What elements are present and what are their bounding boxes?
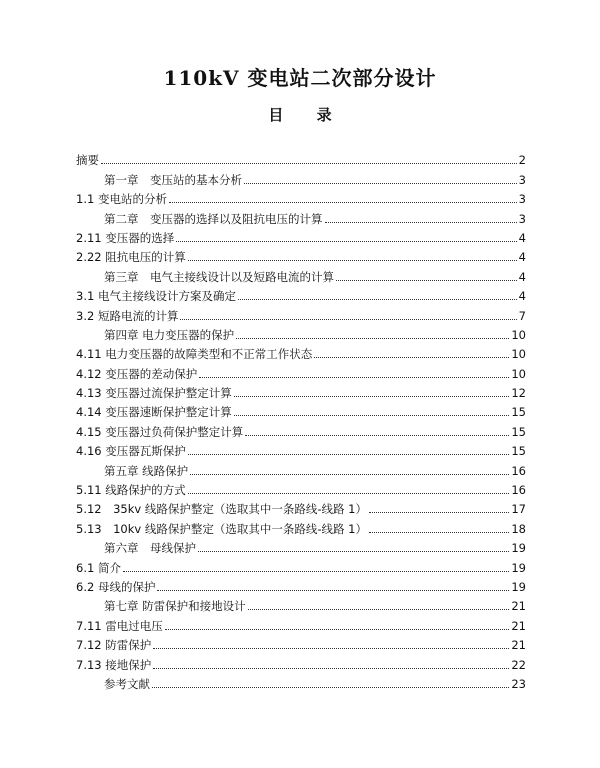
- toc-entry-label: 第五章 线路保护: [104, 463, 189, 478]
- toc-leader-dots: [199, 377, 509, 378]
- toc-chapter-entry: [76, 206, 526, 225]
- toc-leader-dots: [188, 260, 517, 261]
- toc-entry-label: 7.12 防雷保护: [76, 638, 152, 653]
- table-of-contents: [76, 148, 526, 691]
- toc-chapter-entry: [76, 323, 526, 342]
- toc-leader-dots: [101, 163, 517, 164]
- toc-page-number: 3: [518, 211, 526, 226]
- toc-chapter-entry: [76, 167, 526, 186]
- toc-leader-dots: [157, 590, 509, 591]
- toc-chapter-entry: [76, 594, 526, 613]
- toc-page-number: 18: [511, 521, 526, 536]
- toc-page-number: 4: [518, 289, 526, 304]
- toc-page-number: 15: [511, 405, 526, 420]
- toc-entry-label: 第六章 母线保护: [104, 541, 196, 556]
- toc-leader-dots: [169, 202, 517, 203]
- toc-page-number: 19: [511, 579, 526, 594]
- toc-entry-label: 第一章 变压站的基本分析: [104, 172, 242, 187]
- toc-entry-label: 3.2 短路电流的计算: [76, 308, 179, 323]
- toc-entry-label: 2.11 变压器的选择: [76, 230, 175, 245]
- toc-page-number: 4: [518, 269, 526, 284]
- toc-chapter-entry: [76, 458, 526, 477]
- toc-page-number: 23: [511, 676, 526, 691]
- toc-leader-dots: [190, 474, 509, 475]
- toc-entry-label: 2.22 阻抗电压的计算: [76, 250, 186, 265]
- toc-entry: [76, 400, 526, 419]
- toc-entry-label: 第二章 变压器的选择以及阻抗电压的计算: [104, 211, 323, 226]
- toc-leader-dots: [248, 609, 510, 610]
- toc-entry-label: 4.11 电力变压器的故障类型和不正常工作状态: [76, 347, 313, 362]
- toc-page-number: 3: [518, 172, 526, 187]
- toc-page-number: 16: [511, 483, 526, 498]
- toc-page-number: 15: [511, 444, 526, 459]
- toc-entry: [76, 342, 526, 361]
- toc-page-number: 16: [511, 463, 526, 478]
- toc-entry: [76, 652, 526, 671]
- toc-leader-dots: [369, 512, 509, 513]
- toc-entry: [76, 187, 526, 206]
- toc-entry-label: 5.12 35kv 线路保护整定（选取其中一条路线-线路 1）: [76, 502, 367, 517]
- toc-entry-label: 4.16 变压器瓦斯保护: [76, 444, 186, 459]
- toc-page-number: 3: [518, 192, 526, 207]
- toc-page-number: 19: [511, 560, 526, 575]
- toc-page-number: 10: [511, 327, 526, 342]
- toc-page-number: 7: [518, 308, 526, 323]
- toc-leader-dots: [234, 415, 510, 416]
- toc-entry-label: 4.14 变压器速断保护整定计算: [76, 405, 232, 420]
- toc-page-number: 21: [511, 638, 526, 653]
- toc-entry-label: 1.1 变电站的分析: [76, 192, 167, 207]
- toc-leader-dots: [152, 687, 509, 688]
- toc-entry: [76, 497, 526, 516]
- toc-entry: [76, 361, 526, 380]
- toc-entry: [76, 575, 526, 594]
- toc-leader-dots: [238, 299, 517, 300]
- toc-entry: [76, 633, 526, 652]
- toc-entry-label: 4.15 变压器过负荷保护整定计算: [76, 424, 244, 439]
- toc-entry: [76, 381, 526, 400]
- toc-entry-label: 4.12 变压器的差动保护: [76, 366, 198, 381]
- toc-entry-label: 第四章 电力变压器的保护: [104, 327, 235, 342]
- toc-leader-dots: [188, 454, 510, 455]
- toc-entry-label: 5.11 线路保护的方式: [76, 483, 186, 498]
- toc-entry: [76, 245, 526, 264]
- toc-entry-label: 参考文献: [104, 676, 150, 691]
- toc-entry: [76, 303, 526, 322]
- toc-leader-dots: [123, 571, 509, 572]
- toc-entry: [76, 555, 526, 574]
- toc-entry: [76, 226, 526, 245]
- toc-entry-label: 4.13 变压器过流保护整定计算: [76, 386, 232, 401]
- toc-entry-label: 3.1 电气主接线设计方案及确定: [76, 289, 236, 304]
- toc-leader-dots: [236, 338, 509, 339]
- toc-leader-dots: [153, 668, 509, 669]
- toc-leader-dots: [176, 241, 516, 242]
- toc-entry-label: 5.13 10kv 线路保护整定（选取其中一条路线-线路 1）: [76, 521, 367, 536]
- toc-leader-dots: [234, 396, 510, 397]
- toc-entry-label: 7.11 雷电过电压: [76, 618, 163, 633]
- toc-leader-dots: [165, 629, 510, 630]
- toc-entry-label: 第七章 防雷保护和接地设计: [104, 599, 246, 614]
- toc-leader-dots: [198, 551, 509, 552]
- toc-leader-dots: [325, 222, 517, 223]
- toc-entry-label: 6.2 母线的保护: [76, 579, 156, 594]
- toc-page-number: 15: [511, 424, 526, 439]
- toc-leader-dots: [369, 532, 509, 533]
- toc-leader-dots: [244, 183, 517, 184]
- toc-entry: [76, 613, 526, 632]
- toc-entry-label: 7.13 接地保护: [76, 657, 152, 672]
- toc-entry-label: 6.1 简介: [76, 560, 121, 575]
- toc-page-number: 22: [511, 657, 526, 672]
- toc-page-number: 10: [511, 347, 526, 362]
- toc-leader-dots: [336, 280, 517, 281]
- toc-leader-dots: [314, 357, 509, 358]
- toc-heading: 目 录: [268, 106, 332, 124]
- toc-page-number: 4: [518, 250, 526, 265]
- toc-chapter-entry: [76, 264, 526, 283]
- toc-leader-dots: [180, 319, 516, 320]
- toc-entry: [76, 148, 526, 167]
- toc-page-number: 4: [518, 230, 526, 245]
- toc-chapter-entry: [76, 536, 526, 555]
- toc-entry: [76, 419, 526, 438]
- document-title: 110kV 变电站二次部分设计: [163, 66, 437, 90]
- toc-entry: [76, 516, 526, 535]
- toc-entry: [76, 439, 526, 458]
- toc-page-number: 19: [511, 541, 526, 556]
- toc-page-number: 17: [511, 502, 526, 517]
- toc-entry: [76, 478, 526, 497]
- toc-leader-dots: [188, 493, 510, 494]
- toc-chapter-entry: [76, 672, 526, 691]
- toc-entry: [76, 284, 526, 303]
- toc-leader-dots: [245, 435, 509, 436]
- toc-page-number: 21: [511, 599, 526, 614]
- toc-page-number: 12: [511, 386, 526, 401]
- toc-entry-label: 摘要: [76, 153, 99, 168]
- toc-page-number: 2: [518, 153, 526, 168]
- toc-leader-dots: [153, 648, 509, 649]
- toc-entry-label: 第三章 电气主接线设计以及短路电流的计算: [104, 269, 334, 284]
- toc-page-number: 10: [511, 366, 526, 381]
- toc-page-number: 21: [511, 618, 526, 633]
